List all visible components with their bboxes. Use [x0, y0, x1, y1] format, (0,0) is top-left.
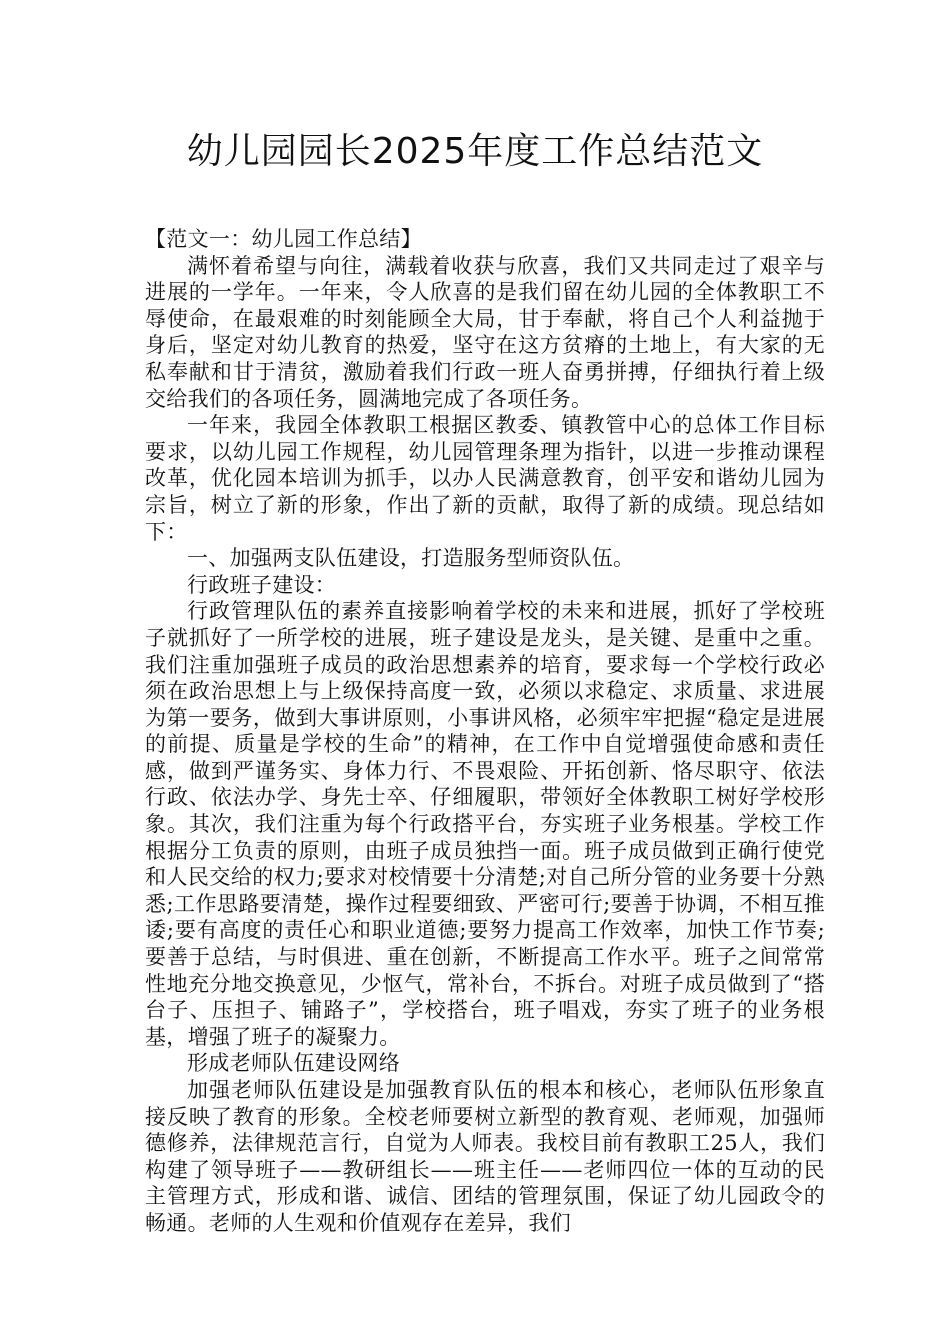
document-title: 幼儿园园长2025年度工作总结范文 [186, 131, 764, 172]
subheading: 形成老师队伍建设网络 [187, 1051, 400, 1076]
body-paragraph: 加强老师队伍建设是加强教育队伍的根本和核心，老师队伍形象直接反映了教育的形象。全校老师要树立新型的教育观、老师观，加强师德修养，法律规范言行，自觉为人师表。我校目前有教职工25人，我们构建了领导班子——教研组长——班主任——老师四位一体的互动的民主管理方式，形成和谐、诚信、团结的管理氛围，保证了幼儿园政令的畅通。老师的人生观和价值观存在差异，我们 [145, 1078, 825, 1235]
body-paragraph: 一年来，我园全体教职工根据区教委、镇教管中心的总体工作目标要求，以幼儿园工作规程，幼儿园管理条理为指针，以进一步推动课程改革，优化园本培训为抓手，以办人民满意教育，创平安和谐幼儿园为宗旨，树立了新的形象，作出了新的贡献，取得了新的成绩。现总结如下： [145, 413, 825, 544]
subheading: 一、加强两支队伍建设，打造服务型师资队伍。 [187, 546, 635, 571]
section-heading: 【范文一：幼儿园工作总结】 [145, 227, 422, 251]
body-paragraph: 满怀着希望与向往，满载着收获与欣喜，我们又共同走过了艰辛与进展的一学年。一年来，令人欣喜的是我们留在幼儿园的全体教职工不辱使命，在最艰难的时刻能顾全大局，甘于奉献，将自己个人利益抛于身后，坚定对幼儿教育的热爱，坚守在这方贫瘠的土地上，有大家的无私奉献和甘于清贫，激励着我们行政一班人奋勇拼搏，仔细执行着上级交给我们的各项任务，圆满地完成了各项任务。 [145, 253, 825, 411]
body-paragraph: 行政管理队伍的素养直接影响着学校的未来和进展，抓好了学校班子就抓好了一所学校的进展，班子建设是龙头，是关键、是重中之重。我们注重加强班子成员的政治思想素养的培育，要求每一个学校行政必须在政治思想上与上级保持高度一致，必须以求稳定、求质量、求进展为第一要务，做到大事讲原则，小事讲风格，必须牢牢把握“稳定是进展的前提、质量是学校的生命”的精神，在工作中自觉增强使命感和责任感，做到严谨务实、身体力行、不畏艰险、开拓创新、恪尽职守、依法行政、依法办学、身先士卒、仔细履职，带领好全体教职工树好学校形象。其次，我们注重为每个行政搭平台，夯实班子业务根基。学校工作根据分工负责的原则，由班子成员独挡一面。班子成员做到正确行使党和人民交给的权力;要求对校情要十分清楚;对自己所分管的业务要十分熟悉;工作思路要清楚，操作过程要细致、严密可行;要善于协调，不相互推诿;要有高度的责任心和职业道德;要努力提高工作效率，加快工作节奏;要善于总结，与时俱进、重在创新，不断提高工作水平。班子之间常常性地充分地交换意见，少怄气，常补台，不拆台。对班子成员做到了“搭台子、压担子、铺路子”，学校搭台，班子唱戏，夯实了班子的业务根基，增强了班子的凝聚力。 [145, 599, 825, 1049]
document-body [145, 226, 825, 1237]
subheading: 行政班子建设： [187, 572, 337, 597]
